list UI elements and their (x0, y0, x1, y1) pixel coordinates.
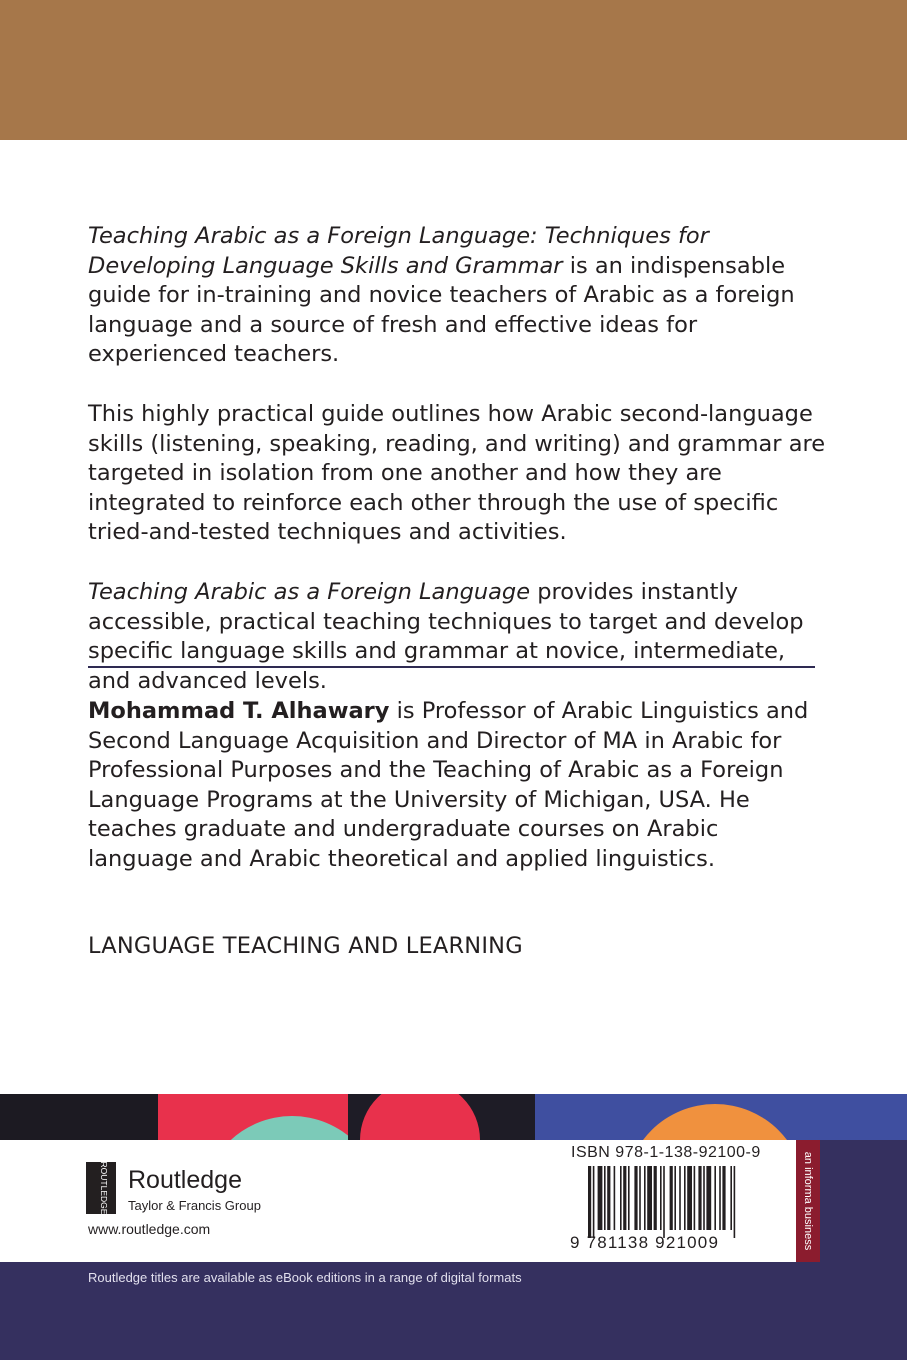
barcode-bar (647, 1166, 652, 1230)
barcode-bar (614, 1166, 616, 1230)
barcode-bar (593, 1166, 595, 1238)
informa-label: an informa business (802, 1151, 814, 1251)
routledge-logo (86, 1162, 286, 1222)
routledge-vertical-mark: ROUTLEDGE (99, 1162, 109, 1214)
blurb-paragraph-2: This highly practical guide outlines how Arabic second-language skills (listening, speaking, reading, and writing) and grammar are targeted in isolation from one another and how they are integrated to reinforce each other through the use of specific tried-and-tested techniques and activities. (88, 400, 826, 546)
back-cover-blurb (88, 222, 828, 696)
publisher-group: Taylor & Francis Group (128, 1198, 261, 1213)
routledge-logo-icon (86, 1162, 116, 1214)
barcode-bar (654, 1166, 657, 1230)
blurb-paragraph-3-text: provides instantly accessible, practical teaching techniques to target and develop specific language skills and grammar at novice, intermediate, and advanced levels. (88, 578, 804, 694)
barcode-bar (684, 1166, 686, 1230)
author-name: Mohammad T. Alhawary (88, 698, 390, 724)
author-bio-text: is Professor of Arabic Linguistics and Second Language Acquisition and Director of MA in Arabic for Professional Purposes and the Teaching of Arabic as a Foreign Language Programs at the University of Michigan, USA. He teaches graduate and undergraduate courses on Arabic language and Arabic theoretical and applied linguistics. (88, 698, 809, 872)
barcode-bar (604, 1166, 606, 1230)
barcode-bar (698, 1166, 701, 1230)
footer-note: Routledge titles are available as eBook editions in a range of digital formats (88, 1270, 522, 1285)
barcode-bar (703, 1166, 705, 1230)
barcode-bar (663, 1166, 665, 1238)
barcode-bar (706, 1166, 711, 1230)
barcode-bar (730, 1166, 732, 1230)
barcode-bar (670, 1166, 673, 1230)
book-title-italic: Teaching Arabic as a Foreign Language: Techniques for Developing Language Skills and Grammar (88, 223, 709, 279)
barcode-bar (734, 1166, 736, 1238)
deco-red-circle (360, 1094, 480, 1140)
publisher-name: Routledge (128, 1166, 242, 1194)
barcode-bar (639, 1166, 641, 1230)
deco-dark-curve (130, 1094, 155, 1140)
blurb-paragraph-3 (88, 578, 828, 696)
barcode-bar (644, 1166, 646, 1230)
author-bio (88, 697, 818, 875)
barcode-bar (694, 1166, 696, 1230)
isbn-barcode (570, 1166, 786, 1250)
barcode-bar (588, 1166, 591, 1238)
barcode-bar (598, 1166, 603, 1230)
informa-strip (796, 1140, 820, 1262)
barcode-bar (679, 1166, 681, 1230)
decorative-shapes-band (0, 1094, 907, 1140)
barcode-bar (719, 1166, 721, 1230)
barcode-bar (607, 1166, 610, 1230)
top-color-band (0, 0, 907, 140)
barcode-bar (722, 1166, 725, 1230)
barcode-bar (660, 1166, 662, 1230)
barcode-bar (714, 1166, 716, 1230)
section-divider (88, 666, 815, 668)
book-title-short-italic: Teaching Arabic as a Foreign Language (88, 578, 531, 605)
barcode-bar (623, 1166, 626, 1230)
barcode-bar (634, 1166, 637, 1230)
blurb-paragraph-1-text: is an indispensable guide for in-training and novice teachers of Arabic as a foreign language and a source of fresh and effective ideas for experienced teachers. (88, 252, 795, 368)
blurb-paragraph-1 (88, 222, 828, 370)
barcode-bar (628, 1166, 630, 1230)
isbn-label: ISBN 978-1-138-92100-9 (571, 1144, 761, 1161)
barcode-digits: 9 781138 921009 (570, 1233, 720, 1250)
series-title: LANGUAGE TEACHING AND LEARNING (88, 933, 523, 959)
publisher-url: www.routledge.com (88, 1221, 211, 1237)
barcode-bar (687, 1166, 692, 1230)
barcode-bar (674, 1166, 676, 1230)
navy-corner-block (820, 1140, 907, 1262)
barcode-bar (620, 1166, 622, 1230)
